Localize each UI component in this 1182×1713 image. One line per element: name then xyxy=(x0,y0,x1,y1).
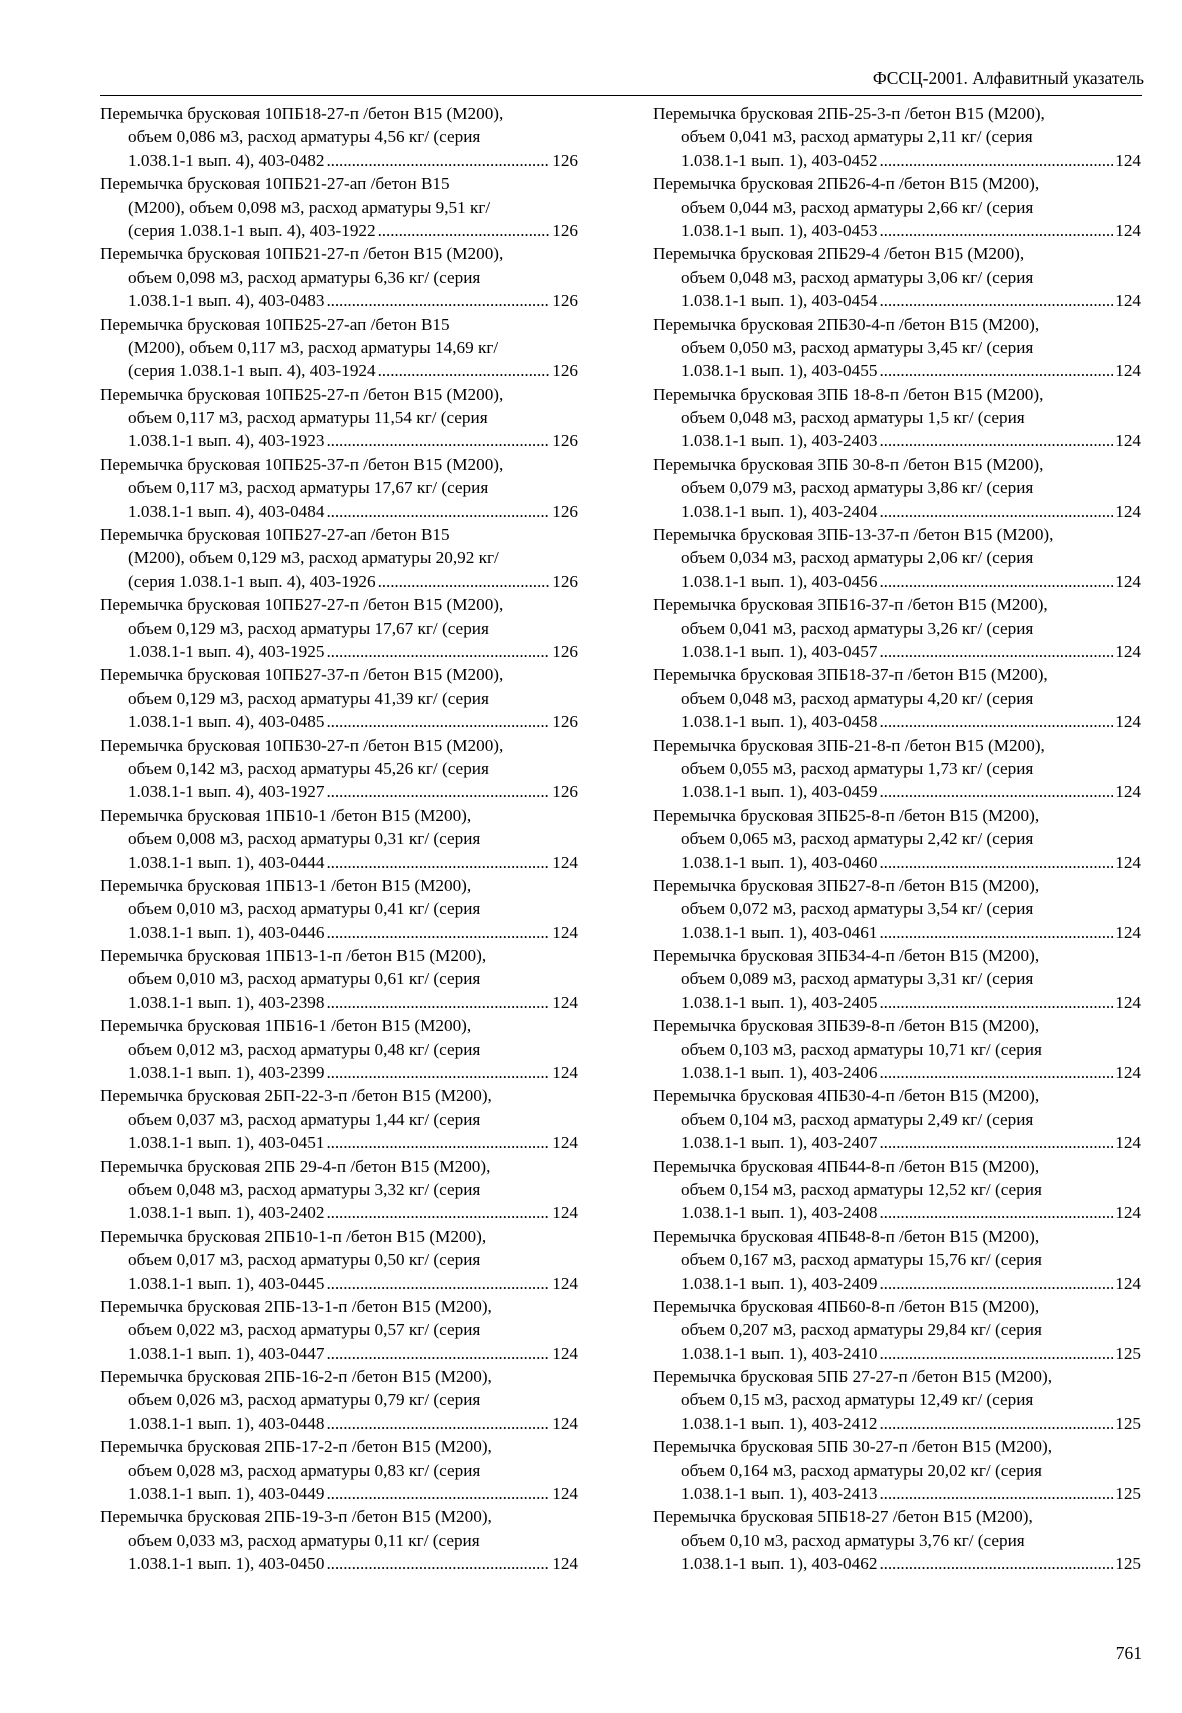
entry-reference-line xyxy=(100,1482,578,1505)
index-entry xyxy=(100,1225,578,1295)
entry-description: объем 0,15 м3, расход арматуры 12,49 кг/ (серия xyxy=(681,1390,1034,1410)
leader-dots xyxy=(879,780,1113,803)
entry-description: объем 0,017 м3, расход арматуры 0,50 кг/ (серия xyxy=(128,1250,481,1270)
entry-code: 1.038.1-1 вып. 1), 403-0453 xyxy=(681,220,878,240)
index-entry xyxy=(653,383,1141,453)
leader-dots xyxy=(879,1412,1113,1435)
entry-page-number: 124 xyxy=(1115,1133,1141,1153)
entry-title: Перемычка брусковая 3ПБ-21-8-п /бетон В15 (М200), xyxy=(653,735,1045,755)
entry-reference-line xyxy=(653,1061,1141,1084)
entry-title: Перемычка брусковая 10ПБ21-27-п /бетон В15 (М200), xyxy=(100,244,504,264)
entry-title: Перемычка брусковая 5ПБ 30-27-п /бетон В15 (М200), xyxy=(653,1437,1053,1457)
entry-reference-line xyxy=(100,851,578,874)
entry-page-number: 124 xyxy=(1115,501,1141,521)
entry-reference-line xyxy=(100,429,578,452)
entry-reference-line xyxy=(100,1131,578,1154)
entry-code: 1.038.1-1 вып. 1), 403-2406 xyxy=(681,1063,878,1083)
entry-description: объем 0,048 м3, расход арматуры 3,06 кг/ (серия xyxy=(681,267,1034,287)
index-entry xyxy=(653,313,1141,383)
entry-title: Перемычка брусковая 10ПБ27-37-п /бетон В15 (М200), xyxy=(100,665,504,685)
entry-page-number: 124 xyxy=(552,1343,578,1363)
index-entry xyxy=(100,593,578,663)
entry-reference-line xyxy=(653,1131,1141,1154)
index-entry xyxy=(100,1014,578,1084)
leader-dots xyxy=(879,219,1113,242)
index-entry xyxy=(653,663,1141,733)
index-entry xyxy=(100,944,578,1014)
entry-title: Перемычка брусковая 2ПБ-17-2-п /бетон В15 (М200), xyxy=(100,1437,492,1457)
leader-dots xyxy=(879,500,1113,523)
entry-title: Перемычка брусковая 3ПБ 30-8-п /бетон В15 (М200), xyxy=(653,454,1044,474)
leader-dots xyxy=(879,289,1113,312)
entry-code: 1.038.1-1 вып. 4), 403-1925 xyxy=(128,641,325,661)
entry-code: 1.038.1-1 вып. 1), 403-0447 xyxy=(128,1343,325,1363)
index-entry xyxy=(653,1505,1141,1575)
entry-description: объем 0,012 м3, расход арматуры 0,48 кг/ (серия xyxy=(128,1039,481,1059)
entry-title: Перемычка брусковая 1ПБ13-1-п /бетон В15 (М200), xyxy=(100,946,487,966)
entry-page-number: 124 xyxy=(552,1554,578,1574)
entry-reference-line xyxy=(653,710,1141,733)
entry-page-number: 124 xyxy=(1115,431,1141,451)
entry-page-number: 126 xyxy=(552,641,578,661)
entry-page-number: 124 xyxy=(1115,641,1141,661)
entry-title: Перемычка брусковая 2ПБ30-4-п /бетон В15 (М200), xyxy=(653,314,1040,334)
entry-code: (серия 1.038.1-1 вып. 4), 403-1926 xyxy=(128,571,376,591)
entry-page-number: 126 xyxy=(552,501,578,521)
index-entry xyxy=(653,242,1141,312)
leader-dots xyxy=(879,359,1113,382)
entry-page-number: 124 xyxy=(1115,1273,1141,1293)
entry-description: объем 0,154 м3, расход арматуры 12,52 кг/ (серия xyxy=(681,1179,1042,1199)
leader-dots xyxy=(378,570,551,593)
index-entry xyxy=(100,242,578,312)
entry-reference-line xyxy=(653,570,1141,593)
leader-dots xyxy=(879,1131,1113,1154)
entry-page-number: 125 xyxy=(1115,1413,1141,1433)
entry-description: объем 0,037 м3, расход арматуры 1,44 кг/ (серия xyxy=(128,1109,481,1129)
entry-code: 1.038.1-1 вып. 1), 403-2413 xyxy=(681,1484,878,1504)
entry-title: Перемычка брусковая 1ПБ10-1 /бетон В15 (М200), xyxy=(100,805,472,825)
leader-dots xyxy=(326,429,550,452)
leader-dots xyxy=(326,1061,550,1084)
entry-reference-line xyxy=(653,289,1141,312)
entry-description: объем 0,103 м3, расход арматуры 10,71 кг/ (серия xyxy=(681,1039,1042,1059)
entry-title: Перемычка брусковая 2ПБ-13-1-п /бетон В15 (М200), xyxy=(100,1296,492,1316)
entry-code: 1.038.1-1 вып. 1), 403-0448 xyxy=(128,1413,325,1433)
index-entry xyxy=(653,804,1141,874)
entry-reference-line xyxy=(653,991,1141,1014)
index-entry xyxy=(100,734,578,804)
entry-reference-line xyxy=(653,1272,1141,1295)
entry-code: 1.038.1-1 вып. 1), 403-2407 xyxy=(681,1133,878,1153)
entry-code: 1.038.1-1 вып. 1), 403-2410 xyxy=(681,1343,878,1363)
entry-code: 1.038.1-1 вып. 4), 403-0485 xyxy=(128,712,325,732)
entry-description: (М200), объем 0,117 м3, расход арматуры 14,69 кг/ xyxy=(128,337,499,357)
entry-reference-line xyxy=(100,1272,578,1295)
index-entry xyxy=(100,102,578,172)
entry-code: 1.038.1-1 вып. 1), 403-2412 xyxy=(681,1413,878,1433)
entry-page-number: 124 xyxy=(552,1063,578,1083)
entry-description: объем 0,008 м3, расход арматуры 0,31 кг/ (серия xyxy=(128,829,481,849)
entry-page-number: 124 xyxy=(1115,361,1141,381)
entry-code: 1.038.1-1 вып. 1), 403-0449 xyxy=(128,1484,325,1504)
index-entry xyxy=(100,1435,578,1505)
entry-page-number: 125 xyxy=(1115,1484,1141,1504)
entry-title: Перемычка брусковая 2ПБ-25-3-п /бетон В15 (М200), xyxy=(653,104,1045,123)
entry-description: объем 0,079 м3, расход арматуры 3,86 кг/ (серия xyxy=(681,478,1034,498)
entry-description: объем 0,142 м3, расход арматуры 45,26 кг/ (серия xyxy=(128,758,489,778)
entry-title: Перемычка брусковая 2ПБ10-1-п /бетон В15 (М200), xyxy=(100,1226,487,1246)
leader-dots xyxy=(326,1482,550,1505)
entry-title: Перемычка брусковая 10ПБ25-27-ап /бетон В15 xyxy=(100,314,450,334)
entry-page-number: 126 xyxy=(552,431,578,451)
entry-page-number: 124 xyxy=(1115,1203,1141,1223)
index-entry xyxy=(100,1505,578,1575)
index-entry xyxy=(653,734,1141,804)
entry-title: Перемычка брусковая 10ПБ18-27-п /бетон В15 (М200), xyxy=(100,104,504,123)
entry-code: 1.038.1-1 вып. 1), 403-0455 xyxy=(681,361,878,381)
entry-page-number: 124 xyxy=(1115,1063,1141,1083)
leader-dots xyxy=(326,1342,550,1365)
entry-code: 1.038.1-1 вып. 1), 403-0460 xyxy=(681,852,878,872)
entry-page-number: 124 xyxy=(1115,712,1141,732)
entry-code: 1.038.1-1 вып. 1), 403-0450 xyxy=(128,1554,325,1574)
entry-description: объем 0,010 м3, расход арматуры 0,41 кг/ (серия xyxy=(128,899,481,919)
entry-reference-line xyxy=(100,149,578,172)
index-entry xyxy=(100,1365,578,1435)
entry-description: объем 0,050 м3, расход арматуры 3,45 кг/ (серия xyxy=(681,337,1034,357)
index-entry xyxy=(653,1365,1141,1435)
index-entry xyxy=(653,453,1141,523)
entry-description: объем 0,048 м3, расход арматуры 1,5 кг/ (серия xyxy=(681,408,1025,428)
entry-reference-line xyxy=(100,991,578,1014)
entry-page-number: 124 xyxy=(552,992,578,1012)
index-entry xyxy=(653,1295,1141,1365)
index-entry xyxy=(100,523,578,593)
leader-dots xyxy=(879,1201,1113,1224)
entry-description: объем 0,048 м3, расход арматуры 3,32 кг/ (серия xyxy=(128,1179,481,1199)
entry-reference-line xyxy=(100,710,578,733)
entry-page-number: 124 xyxy=(1115,782,1141,802)
leader-dots xyxy=(879,851,1113,874)
entry-page-number: 126 xyxy=(552,150,578,170)
entry-code: 1.038.1-1 вып. 4), 403-0483 xyxy=(128,291,325,311)
entry-description: объем 0,010 м3, расход арматуры 0,61 кг/ (серия xyxy=(128,969,481,989)
entry-title: Перемычка брусковая 3ПБ34-4-п /бетон В15 (М200), xyxy=(653,946,1040,966)
entry-description: объем 0,033 м3, расход арматуры 0,11 кг/ (серия xyxy=(128,1530,480,1550)
entry-code: 1.038.1-1 вып. 1), 403-0461 xyxy=(681,922,878,942)
leader-dots xyxy=(378,219,551,242)
leader-dots xyxy=(326,1272,550,1295)
leader-dots xyxy=(879,710,1113,733)
entry-description: объем 0,028 м3, расход арматуры 0,83 кг/ (серия xyxy=(128,1460,481,1480)
entry-code: 1.038.1-1 вып. 1), 403-0454 xyxy=(681,291,878,311)
leader-dots xyxy=(326,710,550,733)
entry-reference-line xyxy=(653,780,1141,803)
entry-reference-line xyxy=(100,1552,578,1575)
leader-dots xyxy=(326,921,550,944)
entry-code: 1.038.1-1 вып. 1), 403-0446 xyxy=(128,922,325,942)
entry-reference-line xyxy=(100,219,578,242)
entry-title: Перемычка брусковая 2БП-22-3-п /бетон В15 (М200), xyxy=(100,1086,492,1106)
entry-code: 1.038.1-1 вып. 1), 403-2399 xyxy=(128,1063,325,1083)
entry-page-number: 125 xyxy=(1115,1554,1141,1574)
entry-description: объем 0,117 м3, расход арматуры 11,54 кг/ (серия xyxy=(128,408,488,428)
entry-reference-line xyxy=(100,1342,578,1365)
entry-description: объем 0,098 м3, расход арматуры 6,36 кг/ (серия xyxy=(128,267,481,287)
entry-title: Перемычка брусковая 10ПБ30-27-п /бетон В15 (М200), xyxy=(100,735,504,755)
entry-code: 1.038.1-1 вып. 4), 403-1927 xyxy=(128,782,325,802)
entry-code: 1.038.1-1 вып. 1), 403-0452 xyxy=(681,150,878,170)
entry-reference-line xyxy=(653,500,1141,523)
entry-reference-line xyxy=(653,921,1141,944)
entry-title: Перемычка брусковая 3ПБ18-37-п /бетон В15 (М200), xyxy=(653,665,1048,685)
entry-page-number: 125 xyxy=(1115,1343,1141,1363)
entry-code: 1.038.1-1 вып. 4), 403-0484 xyxy=(128,501,325,521)
entry-title: Перемычка брусковая 10ПБ27-27-ап /бетон В15 xyxy=(100,525,450,545)
entry-title: Перемычка брусковая 3ПБ16-37-п /бетон В15 (М200), xyxy=(653,595,1048,615)
leader-dots xyxy=(326,1552,550,1575)
entry-reference-line xyxy=(653,1482,1141,1505)
entry-page-number: 124 xyxy=(552,852,578,872)
leader-dots xyxy=(326,780,550,803)
entry-description: объем 0,034 м3, расход арматуры 2,06 кг/ (серия xyxy=(681,548,1034,568)
entry-code: 1.038.1-1 вып. 1), 403-0459 xyxy=(681,782,878,802)
leader-dots xyxy=(326,1412,550,1435)
entry-description: объем 0,207 м3, расход арматуры 29,84 кг/ (серия xyxy=(681,1320,1042,1340)
entry-page-number: 124 xyxy=(1115,150,1141,170)
entry-title: Перемычка брусковая 5ПБ 27-27-п /бетон В15 (М200), xyxy=(653,1367,1053,1387)
entry-reference-line xyxy=(100,921,578,944)
entry-code: (серия 1.038.1-1 вып. 4), 403-1924 xyxy=(128,361,376,381)
entry-title: Перемычка брусковая 4ПБ44-8-п /бетон В15 (М200), xyxy=(653,1156,1040,1176)
leader-dots xyxy=(326,851,550,874)
entry-page-number: 124 xyxy=(552,1273,578,1293)
leader-dots xyxy=(879,1342,1113,1365)
entry-reference-line xyxy=(100,780,578,803)
entry-code: 1.038.1-1 вып. 1), 403-0451 xyxy=(128,1133,325,1153)
leader-dots xyxy=(326,1201,550,1224)
entry-description: объем 0,129 м3, расход арматуры 17,67 кг/ (серия xyxy=(128,618,489,638)
entry-description: объем 0,129 м3, расход арматуры 41,39 кг/ (серия xyxy=(128,688,489,708)
entry-description: объем 0,041 м3, расход арматуры 2,11 кг/ (серия xyxy=(681,127,1033,147)
leader-dots xyxy=(326,1131,550,1154)
entry-description: объем 0,026 м3, расход арматуры 0,79 кг/ (серия xyxy=(128,1390,481,1410)
index-entry xyxy=(653,1014,1141,1084)
entry-code: 1.038.1-1 вып. 1), 403-0456 xyxy=(681,571,878,591)
entry-page-number: 124 xyxy=(552,1413,578,1433)
entry-description: объем 0,072 м3, расход арматуры 3,54 кг/ (серия xyxy=(681,899,1034,919)
index-entry xyxy=(100,172,578,242)
entry-code: 1.038.1-1 вып. 1), 403-2402 xyxy=(128,1203,325,1223)
entry-title: Перемычка брусковая 2ПБ26-4-п /бетон В15 (М200), xyxy=(653,174,1040,194)
entry-description: (М200), объем 0,129 м3, расход арматуры 20,92 кг/ xyxy=(128,548,499,568)
leader-dots xyxy=(326,289,550,312)
entry-reference-line xyxy=(100,359,578,382)
entry-reference-line xyxy=(653,1552,1141,1575)
index-entry xyxy=(653,874,1141,944)
entry-reference-line xyxy=(653,1342,1141,1365)
entry-description: (М200), объем 0,098 м3, расход арматуры 9,51 кг/ xyxy=(128,197,491,217)
entry-code: 1.038.1-1 вып. 1), 403-0462 xyxy=(681,1554,878,1574)
entry-reference-line xyxy=(653,1412,1141,1435)
entry-title: Перемычка брусковая 4ПБ48-8-п /бетон В15 (М200), xyxy=(653,1226,1040,1246)
entry-page-number: 126 xyxy=(552,220,578,240)
leader-dots xyxy=(879,1061,1113,1084)
index-entry xyxy=(653,1435,1141,1505)
entry-title: Перемычка брусковая 3ПБ25-8-п /бетон В15 (М200), xyxy=(653,805,1040,825)
entry-code: 1.038.1-1 вып. 4), 403-1923 xyxy=(128,431,325,451)
index-entry xyxy=(653,1225,1141,1295)
entry-title: Перемычка брусковая 2ПБ29-4 /бетон В15 (М200), xyxy=(653,244,1025,264)
entry-reference-line xyxy=(100,500,578,523)
entry-code: (серия 1.038.1-1 вып. 4), 403-1922 xyxy=(128,220,376,240)
entry-title: Перемычка брусковая 1ПБ16-1 /бетон В15 (М200), xyxy=(100,1016,472,1036)
entry-code: 1.038.1-1 вып. 1), 403-2405 xyxy=(681,992,878,1012)
entry-reference-line xyxy=(100,570,578,593)
entry-reference-line xyxy=(653,640,1141,663)
entry-reference-line xyxy=(100,1061,578,1084)
entry-title: Перемычка брусковая 10ПБ25-37-п /бетон В15 (М200), xyxy=(100,454,504,474)
entry-title: Перемычка брусковая 1ПБ13-1 /бетон В15 (М200), xyxy=(100,875,472,895)
entry-page-number: 126 xyxy=(552,571,578,591)
entry-reference-line xyxy=(100,1412,578,1435)
entry-page-number: 124 xyxy=(1115,992,1141,1012)
leader-dots xyxy=(879,429,1113,452)
leader-dots xyxy=(879,570,1113,593)
entry-title: Перемычка брусковая 3ПБ 18-8-п /бетон В15 (М200), xyxy=(653,384,1044,404)
entry-description: объем 0,044 м3, расход арматуры 2,66 кг/ (серия xyxy=(681,197,1034,217)
entry-reference-line xyxy=(653,149,1141,172)
entry-title: Перемычка брусковая 10ПБ25-27-п /бетон В15 (М200), xyxy=(100,384,504,404)
entry-code: 1.038.1-1 вып. 1), 403-0444 xyxy=(128,852,325,872)
entry-page-number: 126 xyxy=(552,782,578,802)
entry-description: объем 0,164 м3, расход арматуры 20,02 кг/ (серия xyxy=(681,1460,1042,1480)
entry-title: Перемычка брусковая 3ПБ27-8-п /бетон В15 (М200), xyxy=(653,875,1040,895)
page-header-title: ФССЦ-2001. Алфавитный указатель xyxy=(872,68,1144,88)
entry-page-number: 124 xyxy=(1115,922,1141,942)
entry-title: Перемычка брусковая 5ПБ18-27 /бетон В15 (М200), xyxy=(653,1507,1033,1527)
leader-dots xyxy=(879,991,1113,1014)
entry-description: объем 0,022 м3, расход арматуры 0,57 кг/ (серия xyxy=(128,1320,481,1340)
entry-title: Перемычка брусковая 4ПБ30-4-п /бетон В15 (М200), xyxy=(653,1086,1040,1106)
index-entry xyxy=(100,313,578,383)
entry-code: 1.038.1-1 вып. 1), 403-2398 xyxy=(128,992,325,1012)
entry-description: объем 0,167 м3, расход арматуры 15,76 кг/ (серия xyxy=(681,1250,1042,1270)
entry-description: объем 0,048 м3, расход арматуры 4,20 кг/ (серия xyxy=(681,688,1034,708)
leader-dots xyxy=(326,149,550,172)
index-entry xyxy=(100,1155,578,1225)
index-entry xyxy=(100,1295,578,1365)
entry-description: объем 0,055 м3, расход арматуры 1,73 кг/ (серия xyxy=(681,758,1034,778)
entry-page-number: 124 xyxy=(1115,291,1141,311)
entry-title: Перемычка брусковая 4ПБ60-8-п /бетон В15 (М200), xyxy=(653,1296,1040,1316)
entry-reference-line xyxy=(653,851,1141,874)
index-entry xyxy=(100,804,578,874)
entry-reference-line xyxy=(653,1201,1141,1224)
index-entry xyxy=(653,944,1141,1014)
entry-reference-line xyxy=(100,289,578,312)
index-entry xyxy=(653,1084,1141,1154)
entry-page-number: 124 xyxy=(552,1203,578,1223)
entry-page-number: 124 xyxy=(552,1484,578,1504)
index-entry xyxy=(653,172,1141,242)
entry-title: Перемычка брусковая 2ПБ-19-3-п /бетон В15 (М200), xyxy=(100,1507,492,1527)
entry-code: 1.038.1-1 вып. 1), 403-0457 xyxy=(681,641,878,661)
entry-title: Перемычка брусковая 10ПБ21-27-ап /бетон В15 xyxy=(100,174,450,194)
entry-page-number: 124 xyxy=(552,922,578,942)
entry-description: объем 0,117 м3, расход арматуры 17,67 кг/ (серия xyxy=(128,478,489,498)
index-entry xyxy=(100,663,578,733)
entry-title: Перемычка брусковая 10ПБ27-27-п /бетон В15 (М200), xyxy=(100,595,504,615)
entry-page-number: 126 xyxy=(552,712,578,732)
entry-reference-line xyxy=(653,359,1141,382)
index-entry xyxy=(653,593,1141,663)
index-column-right xyxy=(653,102,1141,1576)
index-entry xyxy=(653,102,1141,172)
page-number: 761 xyxy=(1115,1643,1142,1663)
entry-code: 1.038.1-1 вып. 1), 403-0458 xyxy=(681,712,878,732)
entry-page-number: 124 xyxy=(1115,852,1141,872)
entry-code: 1.038.1-1 вып. 1), 403-0445 xyxy=(128,1273,325,1293)
entry-page-number: 124 xyxy=(1115,220,1141,240)
entry-description: объем 0,104 м3, расход арматуры 2,49 кг/ (серия xyxy=(681,1109,1034,1129)
entry-code: 1.038.1-1 вып. 1), 403-2408 xyxy=(681,1203,878,1223)
entry-reference-line xyxy=(100,1201,578,1224)
entry-reference-line xyxy=(100,640,578,663)
entry-description: объем 0,10 м3, расход арматуры 3,76 кг/ (серия xyxy=(681,1530,1025,1550)
entry-page-number: 126 xyxy=(552,361,578,381)
entry-code: 1.038.1-1 вып. 1), 403-2403 xyxy=(681,431,878,451)
leader-dots xyxy=(879,640,1113,663)
entry-description: объем 0,065 м3, расход арматуры 2,42 кг/ (серия xyxy=(681,829,1034,849)
index-column-left xyxy=(100,102,578,1576)
leader-dots xyxy=(326,640,550,663)
index-entry xyxy=(100,1084,578,1154)
entry-code: 1.038.1-1 вып. 1), 403-2409 xyxy=(681,1273,878,1293)
entry-description: объем 0,089 м3, расход арматуры 3,31 кг/ (серия xyxy=(681,969,1034,989)
entry-reference-line xyxy=(653,219,1141,242)
entry-title: Перемычка брусковая 2ПБ 29-4-п /бетон В15 (М200), xyxy=(100,1156,491,1176)
entry-description: объем 0,041 м3, расход арматуры 3,26 кг/ (серия xyxy=(681,618,1034,638)
entry-title: Перемычка брусковая 2ПБ-16-2-п /бетон В15 (М200), xyxy=(100,1367,492,1387)
entry-code: 1.038.1-1 вып. 4), 403-0482 xyxy=(128,150,325,170)
index-entry xyxy=(653,1155,1141,1225)
entry-title: Перемычка брусковая 3ПБ-13-37-п /бетон В15 (М200), xyxy=(653,525,1054,545)
entry-page-number: 126 xyxy=(552,291,578,311)
leader-dots xyxy=(879,149,1113,172)
index-entry xyxy=(653,523,1141,593)
leader-dots xyxy=(326,991,550,1014)
index-entry xyxy=(100,383,578,453)
entry-title: Перемычка брусковая 3ПБ39-8-п /бетон В15 (М200), xyxy=(653,1016,1040,1036)
header-rule xyxy=(100,95,1142,96)
entry-page-number: 124 xyxy=(1115,571,1141,591)
leader-dots xyxy=(879,1482,1113,1505)
entry-page-number: 124 xyxy=(552,1133,578,1153)
leader-dots xyxy=(879,1272,1113,1295)
leader-dots xyxy=(879,1552,1113,1575)
entry-description: объем 0,086 м3, расход арматуры 4,56 кг/ (серия xyxy=(128,127,481,147)
leader-dots xyxy=(378,359,551,382)
index-entry xyxy=(100,453,578,523)
leader-dots xyxy=(326,500,550,523)
entry-code: 1.038.1-1 вып. 1), 403-2404 xyxy=(681,501,878,521)
index-entry xyxy=(100,874,578,944)
entry-reference-line xyxy=(653,429,1141,452)
leader-dots xyxy=(879,921,1113,944)
